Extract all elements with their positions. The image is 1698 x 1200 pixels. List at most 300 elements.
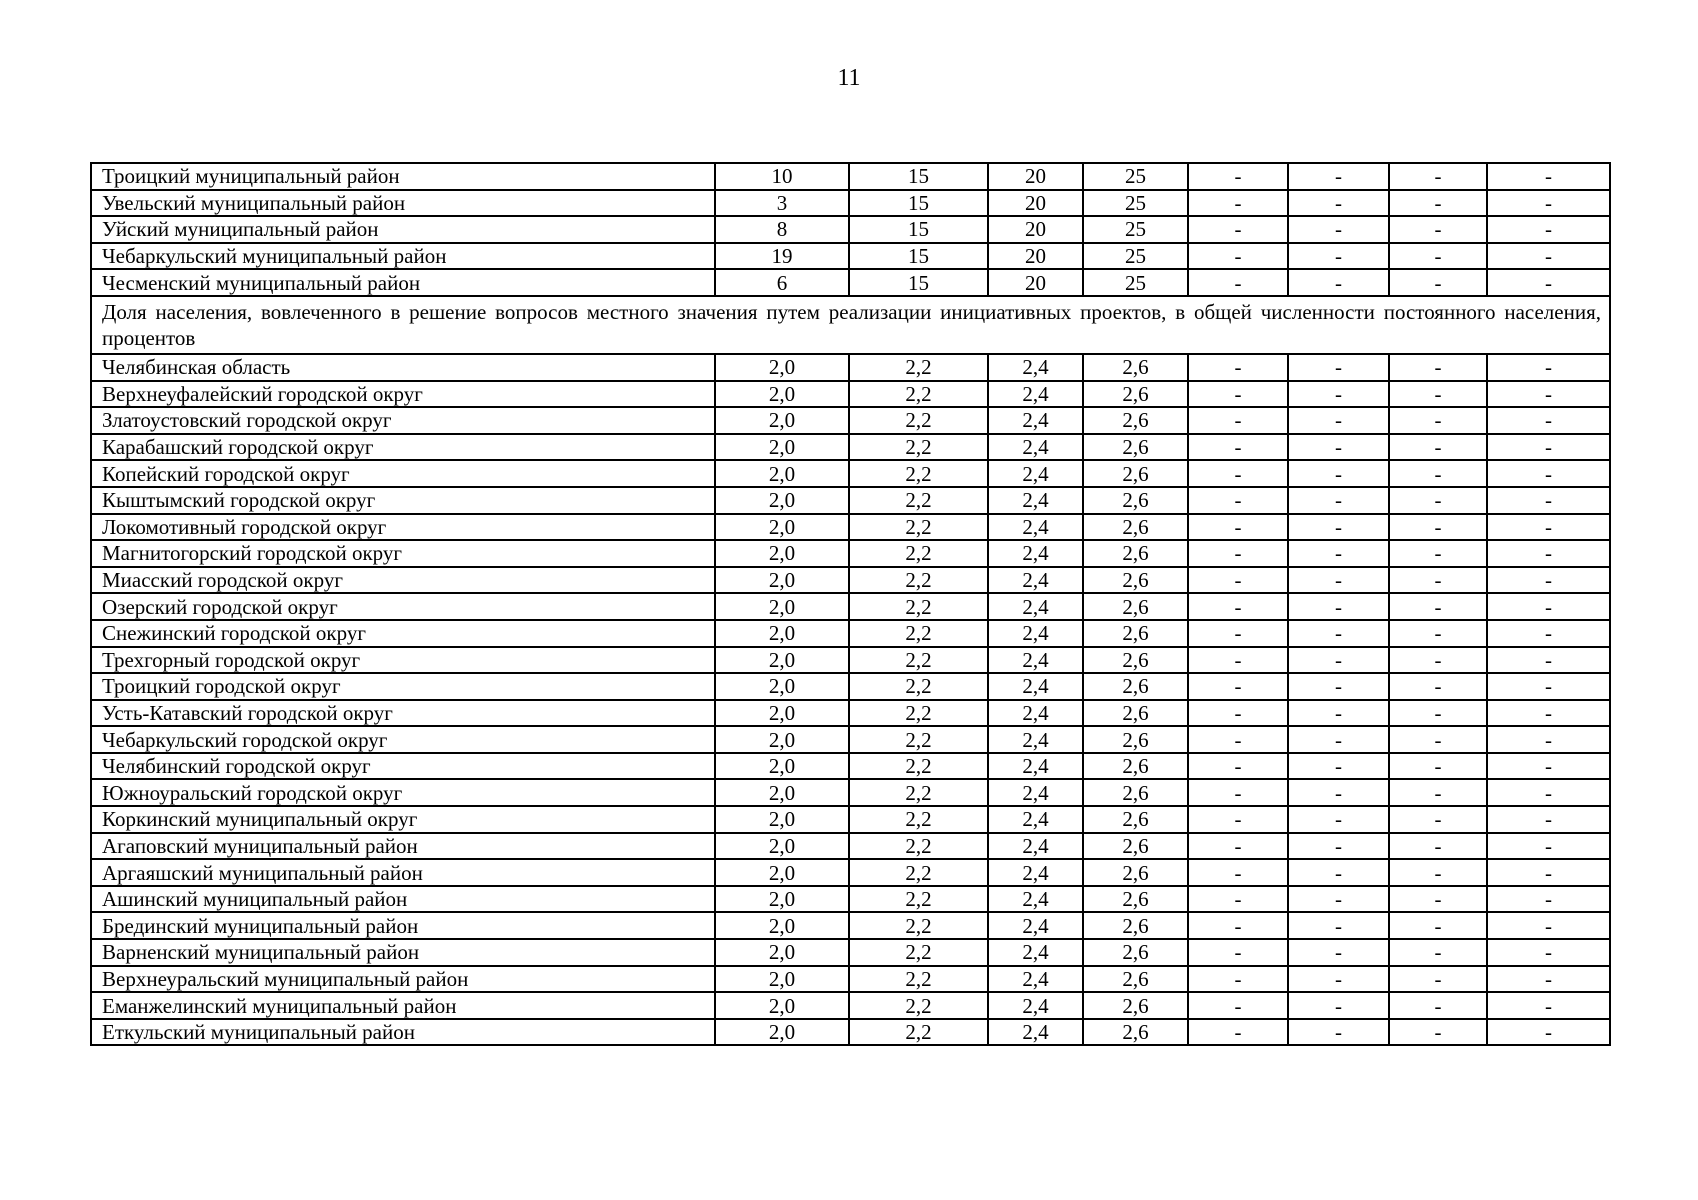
value-cell: 2,6	[1083, 593, 1188, 620]
value-cell: 15	[849, 163, 988, 190]
table-row	[91, 886, 1610, 913]
value-cell: -	[1389, 593, 1487, 620]
value-cell: 2,6	[1083, 407, 1188, 434]
municipality-name-cell: Чебаркульский муниципальный район	[91, 243, 715, 270]
value-cell: 2,2	[849, 407, 988, 434]
table-row	[91, 859, 1610, 886]
value-cell: 2,0	[715, 487, 849, 514]
page-number: 11	[837, 65, 861, 91]
value-cell: -	[1188, 647, 1288, 674]
value-cell: 2,0	[715, 381, 849, 408]
value-cell: 2,2	[849, 753, 988, 780]
table-row	[91, 354, 1610, 381]
municipality-name-cell: Локомотивный городской округ	[91, 514, 715, 541]
value-cell: -	[1389, 779, 1487, 806]
value-cell: -	[1188, 753, 1288, 780]
value-cell: 2,4	[988, 487, 1083, 514]
value-cell: 2,0	[715, 700, 849, 727]
value-cell: -	[1389, 673, 1487, 700]
value-cell: 2,0	[715, 407, 849, 434]
value-cell: 2,6	[1083, 939, 1188, 966]
value-cell: 2,0	[715, 833, 849, 860]
table-row	[91, 806, 1610, 833]
municipality-name-cell: Усть-Катавский городской округ	[91, 700, 715, 727]
value-cell: -	[1389, 753, 1487, 780]
value-cell: -	[1188, 593, 1288, 620]
value-cell: 2,6	[1083, 354, 1188, 381]
municipality-name-cell: Аргаяшский муниципальный район	[91, 859, 715, 886]
value-cell: 2,0	[715, 779, 849, 806]
municipality-name-cell: Уйский муниципальный район	[91, 216, 715, 243]
indicator-table	[90, 162, 1611, 1046]
value-cell: -	[1487, 434, 1610, 461]
value-cell: 2,6	[1083, 700, 1188, 727]
value-cell: 19	[715, 243, 849, 270]
value-cell: -	[1487, 806, 1610, 833]
value-cell: 2,4	[988, 647, 1083, 674]
municipality-name-cell: Троицкий муниципальный район	[91, 163, 715, 190]
value-cell: 25	[1083, 269, 1188, 296]
value-cell: -	[1288, 1019, 1389, 1046]
value-cell: -	[1288, 190, 1389, 217]
value-cell: -	[1288, 753, 1389, 780]
value-cell: -	[1188, 216, 1288, 243]
value-cell: 2,2	[849, 966, 988, 993]
value-cell: 2,6	[1083, 381, 1188, 408]
value-cell: 2,4	[988, 434, 1083, 461]
value-cell: 2,6	[1083, 726, 1188, 753]
value-cell: 2,6	[1083, 966, 1188, 993]
value-cell: 2,0	[715, 806, 849, 833]
value-cell: 2,6	[1083, 647, 1188, 674]
municipality-name-cell: Челябинский городской округ	[91, 753, 715, 780]
value-cell: -	[1288, 886, 1389, 913]
value-cell: 2,2	[849, 460, 988, 487]
value-cell: -	[1288, 912, 1389, 939]
value-cell: -	[1288, 540, 1389, 567]
value-cell: 2,4	[988, 992, 1083, 1019]
value-cell: 2,0	[715, 434, 849, 461]
value-cell: 2,4	[988, 886, 1083, 913]
value-cell: -	[1288, 833, 1389, 860]
municipality-name-cell: Южноуральский городской округ	[91, 779, 715, 806]
value-cell: -	[1487, 726, 1610, 753]
value-cell: 2,6	[1083, 620, 1188, 647]
municipality-name-cell: Агаповский муниципальный район	[91, 833, 715, 860]
value-cell: -	[1487, 673, 1610, 700]
value-cell: 2,6	[1083, 487, 1188, 514]
municipality-name-cell: Магнитогорский городской округ	[91, 540, 715, 567]
value-cell: -	[1487, 992, 1610, 1019]
table-row	[91, 514, 1610, 541]
value-cell: -	[1188, 806, 1288, 833]
value-cell: -	[1288, 647, 1389, 674]
value-cell: -	[1487, 593, 1610, 620]
value-cell: 2,0	[715, 912, 849, 939]
table-row	[91, 540, 1610, 567]
value-cell: -	[1188, 567, 1288, 594]
table-row	[91, 700, 1610, 727]
municipality-name-cell: Брединский муниципальный район	[91, 912, 715, 939]
value-cell: -	[1487, 647, 1610, 674]
value-cell: 2,2	[849, 593, 988, 620]
table-row	[91, 407, 1610, 434]
table-row	[91, 593, 1610, 620]
value-cell: -	[1188, 407, 1288, 434]
value-cell: 20	[988, 269, 1083, 296]
value-cell: -	[1389, 726, 1487, 753]
value-cell: -	[1188, 540, 1288, 567]
municipality-name-cell: Варненский муниципальный район	[91, 939, 715, 966]
value-cell: -	[1188, 779, 1288, 806]
value-cell: 20	[988, 243, 1083, 270]
municipality-name-cell: Златоустовский городской округ	[91, 407, 715, 434]
value-cell: -	[1389, 514, 1487, 541]
value-cell: -	[1188, 886, 1288, 913]
table-row	[91, 1019, 1610, 1046]
value-cell: -	[1487, 163, 1610, 190]
value-cell: 2,0	[715, 354, 849, 381]
value-cell: -	[1288, 593, 1389, 620]
value-cell: 2,4	[988, 806, 1083, 833]
value-cell: -	[1487, 620, 1610, 647]
municipality-name-cell: Озерский городской округ	[91, 593, 715, 620]
value-cell: -	[1487, 700, 1610, 727]
value-cell: -	[1389, 886, 1487, 913]
municipality-name-cell: Еманжелинский муниципальный район	[91, 992, 715, 1019]
section-header-row	[91, 296, 1610, 354]
value-cell: 2,0	[715, 567, 849, 594]
value-cell: -	[1487, 779, 1610, 806]
value-cell: 2,2	[849, 726, 988, 753]
section-title: Доля населения, вовлеченного в решение вопросов местного значения путем реализации инициативных проектов, в общей численности постоянного населения, процентов	[91, 296, 1610, 354]
value-cell: -	[1487, 407, 1610, 434]
value-cell: -	[1389, 912, 1487, 939]
value-cell: 2,4	[988, 514, 1083, 541]
value-cell: 2,2	[849, 620, 988, 647]
value-cell: 25	[1083, 216, 1188, 243]
value-cell: 2,6	[1083, 806, 1188, 833]
municipality-name-cell: Ашинский муниципальный район	[91, 886, 715, 913]
value-cell: -	[1389, 243, 1487, 270]
municipality-name-cell: Чебаркульский городской округ	[91, 726, 715, 753]
municipality-name-cell: Верхнеуфалейский городской округ	[91, 381, 715, 408]
value-cell: 2,0	[715, 992, 849, 1019]
value-cell: 2,6	[1083, 779, 1188, 806]
value-cell: -	[1288, 992, 1389, 1019]
value-cell: -	[1487, 381, 1610, 408]
value-cell: -	[1389, 407, 1487, 434]
value-cell: -	[1389, 163, 1487, 190]
value-cell: -	[1288, 163, 1389, 190]
value-cell: 2,6	[1083, 514, 1188, 541]
value-cell: -	[1487, 354, 1610, 381]
value-cell: 2,2	[849, 833, 988, 860]
value-cell: -	[1188, 434, 1288, 461]
municipality-name-cell: Увельский муниципальный район	[91, 190, 715, 217]
value-cell: 2,4	[988, 460, 1083, 487]
value-cell: -	[1288, 407, 1389, 434]
value-cell: -	[1487, 460, 1610, 487]
value-cell: 2,0	[715, 939, 849, 966]
value-cell: 2,6	[1083, 460, 1188, 487]
value-cell: -	[1389, 992, 1487, 1019]
value-cell: 2,0	[715, 514, 849, 541]
value-cell: -	[1188, 243, 1288, 270]
value-cell: -	[1188, 992, 1288, 1019]
table-row	[91, 567, 1610, 594]
value-cell: -	[1288, 460, 1389, 487]
municipality-name-cell: Чесменский муниципальный район	[91, 269, 715, 296]
value-cell: 2,6	[1083, 567, 1188, 594]
value-cell: 25	[1083, 243, 1188, 270]
value-cell: -	[1288, 269, 1389, 296]
municipality-name-cell: Трехгорный городской округ	[91, 647, 715, 674]
value-cell: -	[1389, 190, 1487, 217]
value-cell: -	[1389, 567, 1487, 594]
value-cell: -	[1389, 540, 1487, 567]
municipality-name-cell: Миасский городской округ	[91, 567, 715, 594]
value-cell: 2,0	[715, 647, 849, 674]
value-cell: -	[1188, 939, 1288, 966]
value-cell: 15	[849, 243, 988, 270]
value-cell: 3	[715, 190, 849, 217]
value-cell: -	[1188, 700, 1288, 727]
value-cell: -	[1389, 859, 1487, 886]
value-cell: -	[1288, 726, 1389, 753]
value-cell: -	[1389, 1019, 1487, 1046]
value-cell: -	[1188, 859, 1288, 886]
value-cell: 2,2	[849, 354, 988, 381]
value-cell: 2,0	[715, 540, 849, 567]
value-cell: -	[1188, 726, 1288, 753]
municipality-name-cell: Еткульский муниципальный район	[91, 1019, 715, 1046]
value-cell: 2,6	[1083, 912, 1188, 939]
value-cell: -	[1389, 269, 1487, 296]
value-cell: -	[1188, 381, 1288, 408]
value-cell: 2,6	[1083, 540, 1188, 567]
value-cell: 2,4	[988, 859, 1083, 886]
value-cell: 2,6	[1083, 1019, 1188, 1046]
value-cell: 2,6	[1083, 434, 1188, 461]
value-cell: 2,4	[988, 354, 1083, 381]
value-cell: 2,4	[988, 966, 1083, 993]
value-cell: -	[1188, 514, 1288, 541]
value-cell: 2,2	[849, 912, 988, 939]
value-cell: -	[1389, 833, 1487, 860]
value-cell: 2,2	[849, 487, 988, 514]
municipality-name-cell: Карабашский городской округ	[91, 434, 715, 461]
value-cell: 2,0	[715, 460, 849, 487]
table-row	[91, 912, 1610, 939]
value-cell: 2,2	[849, 1019, 988, 1046]
value-cell: -	[1389, 620, 1487, 647]
municipality-name-cell: Верхнеуральский муниципальный район	[91, 966, 715, 993]
table-body	[91, 163, 1610, 1045]
value-cell: -	[1288, 673, 1389, 700]
table-row	[91, 190, 1610, 217]
value-cell: -	[1188, 1019, 1288, 1046]
value-cell: -	[1288, 966, 1389, 993]
table-row	[91, 269, 1610, 296]
value-cell: 2,2	[849, 700, 988, 727]
municipality-name-cell: Копейский городской округ	[91, 460, 715, 487]
value-cell: -	[1188, 354, 1288, 381]
value-cell: -	[1188, 487, 1288, 514]
value-cell: -	[1288, 243, 1389, 270]
value-cell: 2,0	[715, 673, 849, 700]
table-row	[91, 381, 1610, 408]
table-row	[91, 939, 1610, 966]
value-cell: -	[1389, 806, 1487, 833]
table-row	[91, 753, 1610, 780]
value-cell: 2,4	[988, 540, 1083, 567]
table-row	[91, 163, 1610, 190]
value-cell: 15	[849, 216, 988, 243]
value-cell: 2,2	[849, 859, 988, 886]
value-cell: -	[1389, 460, 1487, 487]
value-cell: -	[1188, 269, 1288, 296]
value-cell: 2,4	[988, 753, 1083, 780]
value-cell: 15	[849, 190, 988, 217]
value-cell: -	[1389, 939, 1487, 966]
value-cell: -	[1389, 216, 1487, 243]
table-row	[91, 620, 1610, 647]
table-row	[91, 434, 1610, 461]
value-cell: 2,6	[1083, 753, 1188, 780]
value-cell: 2,6	[1083, 833, 1188, 860]
value-cell: -	[1288, 514, 1389, 541]
value-cell: -	[1389, 647, 1487, 674]
value-cell: 2,4	[988, 833, 1083, 860]
value-cell: 2,2	[849, 381, 988, 408]
value-cell: 2,4	[988, 567, 1083, 594]
value-cell: 2,0	[715, 1019, 849, 1046]
value-cell: -	[1389, 434, 1487, 461]
municipality-name-cell: Коркинский муниципальный округ	[91, 806, 715, 833]
value-cell: -	[1389, 700, 1487, 727]
table-row	[91, 779, 1610, 806]
value-cell: -	[1487, 269, 1610, 296]
value-cell: 2,4	[988, 381, 1083, 408]
table-row	[91, 216, 1610, 243]
municipality-name-cell: Челябинская область	[91, 354, 715, 381]
value-cell: 15	[849, 269, 988, 296]
value-cell: -	[1487, 1019, 1610, 1046]
value-cell: -	[1487, 939, 1610, 966]
value-cell: 2,2	[849, 992, 988, 1019]
value-cell: -	[1487, 833, 1610, 860]
value-cell: 25	[1083, 190, 1188, 217]
value-cell: -	[1288, 779, 1389, 806]
value-cell: -	[1188, 163, 1288, 190]
value-cell: 2,6	[1083, 673, 1188, 700]
value-cell: 2,2	[849, 673, 988, 700]
table-row	[91, 966, 1610, 993]
value-cell: -	[1288, 700, 1389, 727]
value-cell: 2,0	[715, 593, 849, 620]
value-cell: 2,2	[849, 779, 988, 806]
municipality-name-cell: Кыштымский городской округ	[91, 487, 715, 514]
value-cell: -	[1188, 190, 1288, 217]
value-cell: -	[1188, 620, 1288, 647]
table-row	[91, 726, 1610, 753]
value-cell: -	[1487, 912, 1610, 939]
value-cell: 2,6	[1083, 886, 1188, 913]
value-cell: -	[1487, 567, 1610, 594]
value-cell: 25	[1083, 163, 1188, 190]
value-cell: 2,6	[1083, 859, 1188, 886]
value-cell: 2,0	[715, 859, 849, 886]
value-cell: -	[1487, 540, 1610, 567]
value-cell: -	[1188, 833, 1288, 860]
value-cell: -	[1487, 753, 1610, 780]
value-cell: -	[1288, 620, 1389, 647]
table-row	[91, 992, 1610, 1019]
value-cell: 2,2	[849, 434, 988, 461]
value-cell: -	[1288, 434, 1389, 461]
value-cell: -	[1389, 966, 1487, 993]
value-cell: 2,4	[988, 912, 1083, 939]
municipality-name-cell: Снежинский городской округ	[91, 620, 715, 647]
value-cell: 2,6	[1083, 992, 1188, 1019]
value-cell: 2,4	[988, 620, 1083, 647]
value-cell: -	[1188, 673, 1288, 700]
table-row	[91, 243, 1610, 270]
value-cell: -	[1288, 381, 1389, 408]
value-cell: -	[1288, 216, 1389, 243]
value-cell: 10	[715, 163, 849, 190]
table-row	[91, 833, 1610, 860]
value-cell: 2,2	[849, 647, 988, 674]
value-cell: 2,2	[849, 540, 988, 567]
value-cell: 2,4	[988, 700, 1083, 727]
value-cell: 2,2	[849, 806, 988, 833]
table-row	[91, 673, 1610, 700]
value-cell: 2,2	[849, 514, 988, 541]
value-cell: 2,4	[988, 779, 1083, 806]
value-cell: 2,4	[988, 673, 1083, 700]
value-cell: 8	[715, 216, 849, 243]
value-cell: 2,0	[715, 726, 849, 753]
value-cell: -	[1487, 886, 1610, 913]
table-row	[91, 487, 1610, 514]
value-cell: -	[1487, 487, 1610, 514]
value-cell: -	[1487, 966, 1610, 993]
value-cell: -	[1389, 487, 1487, 514]
value-cell: -	[1288, 487, 1389, 514]
value-cell: 20	[988, 216, 1083, 243]
value-cell: 20	[988, 163, 1083, 190]
value-cell: -	[1188, 460, 1288, 487]
value-cell: 2,4	[988, 1019, 1083, 1046]
value-cell: -	[1487, 514, 1610, 541]
value-cell: 2,0	[715, 966, 849, 993]
value-cell: 2,2	[849, 939, 988, 966]
value-cell: 6	[715, 269, 849, 296]
value-cell: -	[1487, 859, 1610, 886]
value-cell: -	[1389, 354, 1487, 381]
value-cell: -	[1288, 859, 1389, 886]
table-row	[91, 460, 1610, 487]
value-cell: 2,2	[849, 886, 988, 913]
value-cell: -	[1288, 354, 1389, 381]
value-cell: -	[1188, 966, 1288, 993]
value-cell: -	[1389, 381, 1487, 408]
value-cell: -	[1288, 567, 1389, 594]
value-cell: 20	[988, 190, 1083, 217]
value-cell: 2,4	[988, 939, 1083, 966]
